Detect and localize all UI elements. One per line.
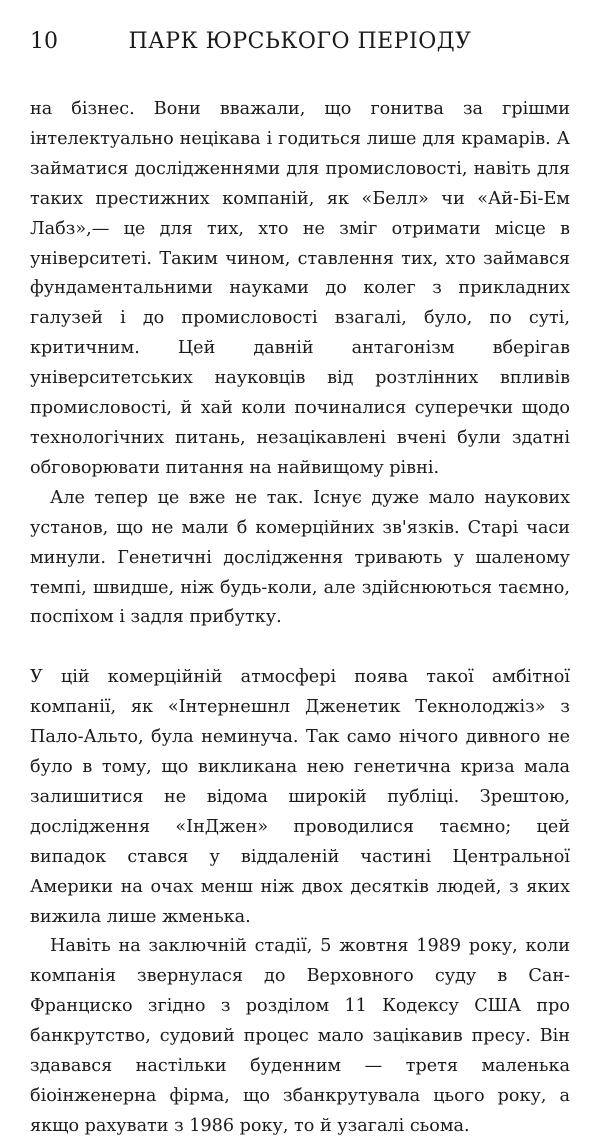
paragraph-continuation: на бізнес. Вони вважали, що гонитва за грішми інтелектуально нецікава і годиться лише для крамарів. А займатися дослідженнями для промисловості, навіть для таких престижних компаній, як «Белл» чи «Ай-Бі-Ем Лабз»,— це для тих, хто не зміг отримати місце в університеті. Таким чином, ставлення тих, хто займався фундаментальними науками до колег з прикладних галузей і до промисловості взагалі, було, по суті, критичним. Цей давній антагонізм вберігав університетських науковців від розтлінних впливів промисловості, й хай коли починалися суперечки щодо технологічних питань, незацікавлені вчені були здатні обговорювати питання на найвищому рівні. <box>30 99 570 478</box>
page-header <box>30 22 570 62</box>
paragraph: Але тепер це вже не так. Існує дуже мало наукових установ, що не мали б комерційних зв'язків. Старі часи минули. Генетичні дослідження тривають у шаленому темпі, швидше, ніж будь-коли, але здійснюються таємно, поспіхом і задля прибутку. <box>30 487 570 628</box>
running-title: ПАРК ЮРСЬКОГО ПЕРІОДУ <box>128 29 472 54</box>
page-number: 10 <box>30 29 58 54</box>
body-text <box>30 95 570 1142</box>
paragraph-section-start: У цій комерційній атмосфері поява такої амбітної компанії, як «Інтернешнл Дженетик Текнолоджіз» з Пало-Альто, була неминуча. Так само нічого дивного не було в тому, що викликана нею генетична криза мала залишитися не відома широкій публіці. Зрештою, дослідження «ІнДжен» проводилися таємно; цей випадок стався у віддаленій частині Центральної Америки на очах менш ніж двох десятків людей, з яких вижила лише жменька. <box>30 667 570 927</box>
paragraph: Навіть на заключній стадії, 5 жовтня 1989 року, коли компанія звернулася до Верховного суду в Сан-Франциско згідно з розділом 11 Кодексу США про банкрутство, судовий процес мало зацікавив пресу. Він здавався настільки буденним — третя маленька біоінженерна фірма, що збанкрутувала цього року, а якщо рахувати з 1986 року, то й узагалі сьома. <box>30 936 570 1136</box>
